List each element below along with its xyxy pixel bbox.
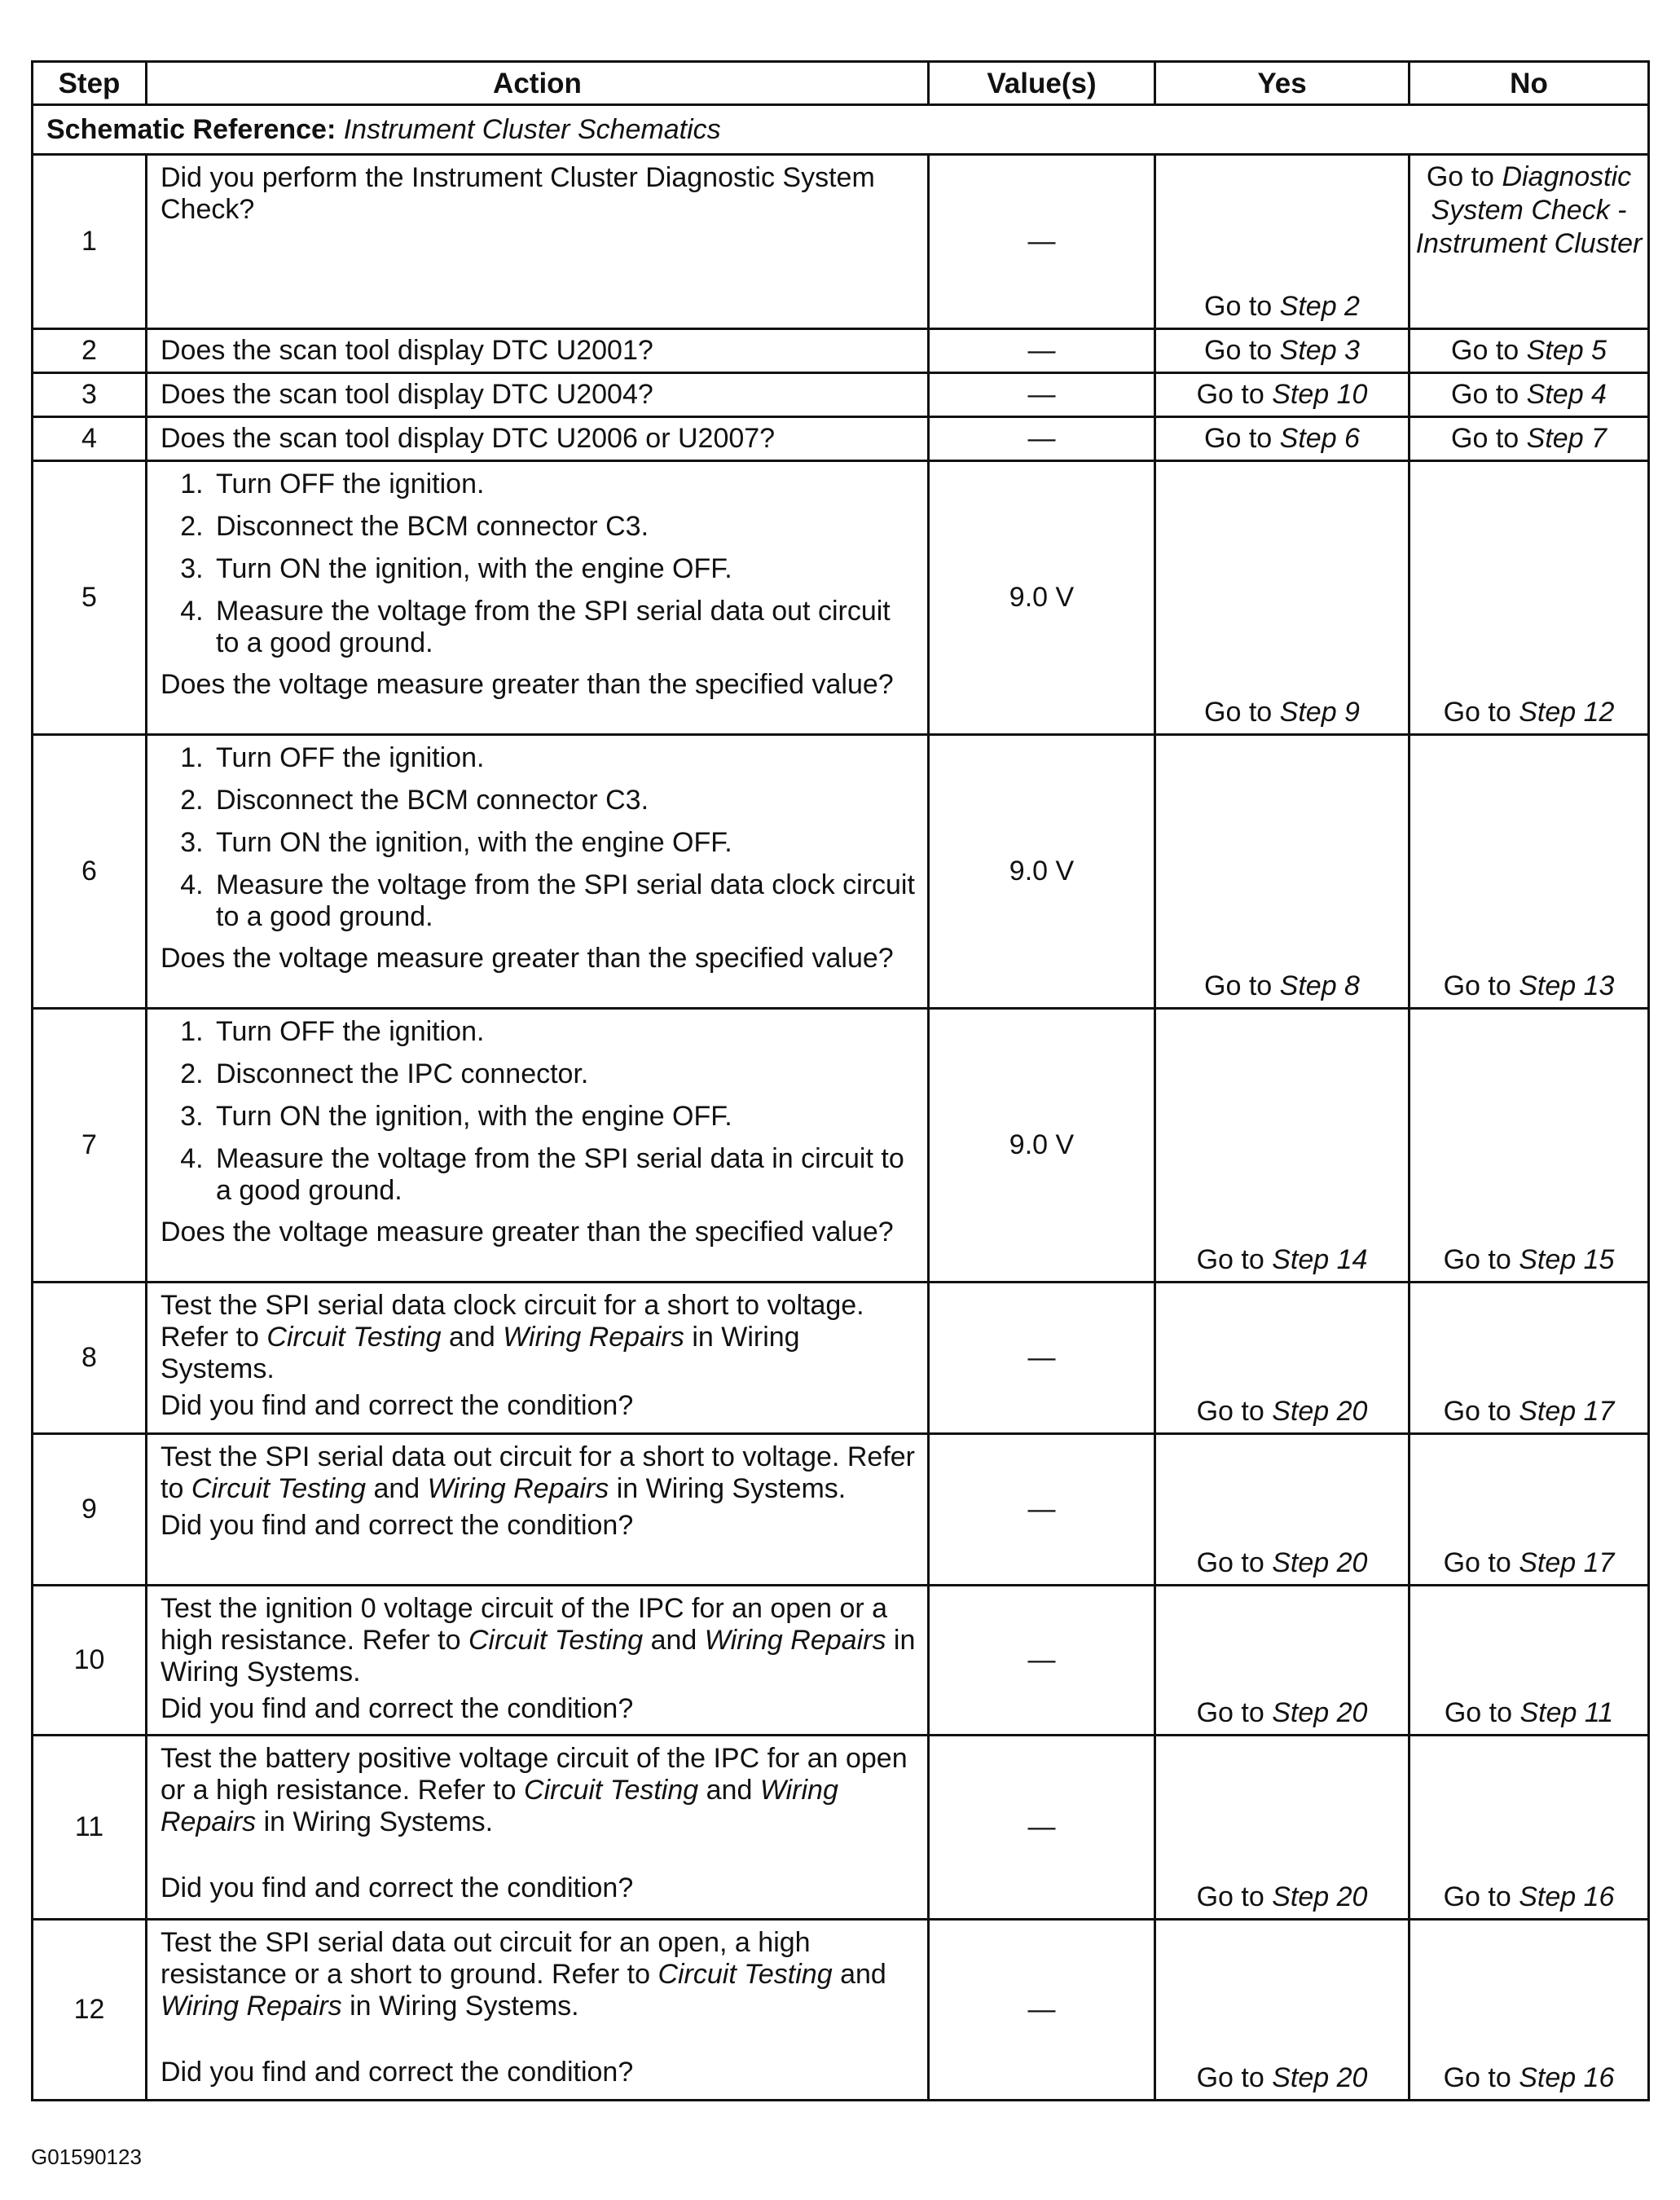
action-text: Does the scan tool display DTC U2004? bbox=[147, 373, 929, 417]
circuit-testing-reference: Circuit Testing bbox=[657, 1959, 833, 1990]
go-to-text: Go to bbox=[1204, 697, 1273, 728]
step-number: 7 bbox=[33, 1009, 147, 1283]
go-to-text: Go to bbox=[1196, 1697, 1264, 1728]
no-reference-link: Diagnostic System Check - Instrument Cluster bbox=[1415, 161, 1643, 259]
table-row bbox=[33, 735, 1649, 1009]
action-text: Does the scan tool display DTC U2001? bbox=[147, 329, 929, 373]
no-cell bbox=[1410, 1434, 1649, 1586]
go-to-text: Go to bbox=[1204, 970, 1273, 1001]
action-cell bbox=[147, 1283, 929, 1434]
go-to-text: Go to bbox=[1443, 697, 1511, 728]
header-values: Value(s) bbox=[929, 62, 1155, 105]
yes-step-link: Step 2 bbox=[1279, 291, 1360, 322]
step-number: 2 bbox=[33, 329, 147, 373]
yes-step-link: Step 8 bbox=[1279, 970, 1360, 1001]
yes-step-link: Step 20 bbox=[1272, 2062, 1368, 2093]
table-row bbox=[33, 155, 1649, 329]
no-cell bbox=[1410, 417, 1649, 461]
wiring-repairs-reference: Wiring Repairs bbox=[161, 1991, 342, 2022]
yes-step-link: Step 20 bbox=[1272, 1697, 1368, 1728]
yes-step-link: Step 14 bbox=[1272, 1244, 1368, 1275]
step-number: 6 bbox=[33, 735, 147, 1009]
step-number: 1 bbox=[33, 155, 147, 329]
yes-cell bbox=[1155, 735, 1410, 1009]
no-cell bbox=[1410, 735, 1649, 1009]
go-to-text: Go to bbox=[1451, 335, 1519, 366]
step-number: 5 bbox=[33, 461, 147, 735]
table-row bbox=[33, 1920, 1649, 2101]
value-cell: 9.0 V bbox=[929, 461, 1155, 735]
question-text: Did you find and correct the condition? bbox=[161, 1872, 634, 1903]
yes-step-link: Step 3 bbox=[1279, 335, 1360, 366]
yes-cell bbox=[1155, 461, 1410, 735]
step-number: 11 bbox=[33, 1736, 147, 1920]
table-row bbox=[33, 1586, 1649, 1736]
go-to-text: Go to bbox=[1204, 291, 1273, 322]
yes-cell bbox=[1155, 1009, 1410, 1283]
table-row bbox=[33, 417, 1649, 461]
action-text: Did you perform the Instrument Cluster Diagnostic System Check? bbox=[147, 155, 929, 329]
diagnostic-table-sheet bbox=[31, 60, 1647, 2101]
go-to-text: Go to bbox=[1443, 1547, 1511, 1578]
yes-step-link: Step 9 bbox=[1279, 697, 1360, 728]
no-cell bbox=[1410, 1920, 1649, 2101]
go-to-text: Go to bbox=[1451, 423, 1519, 454]
step-number: 3 bbox=[33, 373, 147, 417]
value-cell: — bbox=[929, 1434, 1155, 1586]
table-row bbox=[33, 461, 1649, 735]
procedure-item: 2. Disconnect the BCM connector C3. bbox=[211, 511, 919, 543]
question-text: Does the voltage measure greater than the specified value? bbox=[161, 1217, 894, 1247]
value-cell: — bbox=[929, 329, 1155, 373]
step-number: 8 bbox=[33, 1283, 147, 1434]
yes-step-link: Step 20 bbox=[1272, 1547, 1368, 1578]
value-cell: 9.0 V bbox=[929, 1009, 1155, 1283]
wiring-repairs-reference: Wiring Repairs bbox=[503, 1322, 684, 1353]
no-cell bbox=[1410, 461, 1649, 735]
procedure-item: 2. Disconnect the IPC connector. bbox=[211, 1058, 919, 1090]
no-cell bbox=[1410, 1009, 1649, 1283]
step-number: 12 bbox=[33, 1920, 147, 2101]
action-cell bbox=[147, 1920, 929, 2101]
procedure-list bbox=[161, 1016, 919, 1207]
procedure-list bbox=[161, 742, 919, 933]
value-cell: 9.0 V bbox=[929, 735, 1155, 1009]
value-cell: — bbox=[929, 1283, 1155, 1434]
procedure-item: 4. Measure the voltage from the SPI serial data out circuit to a good ground. bbox=[211, 596, 919, 659]
no-step-link: Step 7 bbox=[1526, 423, 1607, 454]
circuit-testing-reference: Circuit Testing bbox=[266, 1322, 442, 1353]
wiring-repairs-reference: Wiring Repairs bbox=[427, 1473, 609, 1504]
yes-cell bbox=[1155, 417, 1410, 461]
table-row bbox=[33, 329, 1649, 373]
yes-step-link: Step 10 bbox=[1272, 379, 1368, 410]
yes-cell bbox=[1155, 329, 1410, 373]
go-to-text: Go to bbox=[1204, 335, 1273, 366]
go-to-text: Go to bbox=[1196, 2062, 1264, 2093]
go-to-text: Go to bbox=[1443, 1244, 1511, 1275]
circuit-testing-reference: Circuit Testing bbox=[468, 1625, 644, 1656]
header-step: Step bbox=[33, 62, 147, 105]
yes-cell bbox=[1155, 373, 1410, 417]
no-step-link: Step 15 bbox=[1519, 1244, 1615, 1275]
go-to-text: Go to bbox=[1443, 1881, 1511, 1912]
procedure-item: 1. Turn OFF the ignition. bbox=[211, 1016, 919, 1048]
yes-cell bbox=[1155, 1920, 1410, 2101]
value-cell: — bbox=[929, 373, 1155, 417]
procedure-item: 4. Measure the voltage from the SPI serial data in circuit to a good ground. bbox=[211, 1143, 919, 1207]
go-to-text: Go to bbox=[1196, 1881, 1264, 1912]
go-to-text: Go to bbox=[1426, 161, 1494, 192]
procedure-item: 3. Turn ON the ignition, with the engine OFF. bbox=[211, 827, 919, 859]
yes-step-link: Step 20 bbox=[1272, 1396, 1368, 1427]
wiring-repairs-reference: Wiring Repairs bbox=[704, 1625, 886, 1656]
action-cell bbox=[147, 1009, 929, 1283]
yes-step-link: Step 20 bbox=[1272, 1881, 1368, 1912]
schematic-reference-row bbox=[33, 105, 1649, 155]
yes-cell bbox=[1155, 1586, 1410, 1736]
go-to-text: Go to bbox=[1196, 379, 1264, 410]
diagnostic-table bbox=[31, 60, 1650, 2101]
no-step-link: Step 12 bbox=[1519, 697, 1615, 728]
action-text: Test the SPI serial data out circuit for an open, a high resistance or a short to ground. Refer to Circuit Testing and Wiring Repairs in Wiring Systems. bbox=[161, 1927, 886, 2022]
no-cell bbox=[1410, 329, 1649, 373]
yes-cell bbox=[1155, 155, 1410, 329]
go-to-text: Go to bbox=[1451, 379, 1519, 410]
go-to-text: Go to bbox=[1196, 1547, 1264, 1578]
no-step-link: Step 5 bbox=[1526, 335, 1607, 366]
no-step-link: Step 17 bbox=[1519, 1547, 1615, 1578]
value-cell: — bbox=[929, 1736, 1155, 1920]
procedure-item: 2. Disconnect the BCM connector C3. bbox=[211, 785, 919, 816]
action-text: Test the SPI serial data clock circuit for a short to voltage. Refer to Circuit Testing and Wiring Repairs in Wiring Systems. bbox=[161, 1290, 864, 1384]
value-cell: — bbox=[929, 1586, 1155, 1736]
no-cell bbox=[1410, 373, 1649, 417]
action-text: Test the ignition 0 voltage circuit of the IPC for an open or a high resistance. Refer to Circuit Testing and Wiring Repairs in Wiring Systems. bbox=[161, 1593, 916, 1687]
no-cell bbox=[1410, 1736, 1649, 1920]
header-yes: Yes bbox=[1155, 62, 1410, 105]
question-text: Does the voltage measure greater than the specified value? bbox=[161, 943, 894, 974]
action-cell bbox=[147, 461, 929, 735]
procedure-item: 1. Turn OFF the ignition. bbox=[211, 742, 919, 774]
header-row bbox=[33, 62, 1649, 105]
yes-cell bbox=[1155, 1434, 1410, 1586]
yes-cell bbox=[1155, 1736, 1410, 1920]
action-text: Test the SPI serial data out circuit for a short to voltage. Refer to Circuit Testing and Wiring Repairs in Wiring Systems. bbox=[161, 1441, 916, 1504]
step-number: 10 bbox=[33, 1586, 147, 1736]
table-row bbox=[33, 1736, 1649, 1920]
no-cell bbox=[1410, 1283, 1649, 1434]
go-to-text: Go to bbox=[1443, 970, 1511, 1001]
question-text: Did you find and correct the condition? bbox=[161, 1510, 634, 1541]
no-step-link: Step 13 bbox=[1519, 970, 1615, 1001]
action-text: Does the scan tool display DTC U2006 or U2007? bbox=[147, 417, 929, 461]
go-to-text: Go to bbox=[1196, 1244, 1264, 1275]
procedure-list bbox=[161, 469, 919, 659]
value-cell: — bbox=[929, 1920, 1155, 2101]
circuit-testing-reference: Circuit Testing bbox=[524, 1775, 699, 1806]
schematic-reference-value: Instrument Cluster Schematics bbox=[343, 113, 721, 145]
table-row bbox=[33, 373, 1649, 417]
step-number: 9 bbox=[33, 1434, 147, 1586]
no-cell bbox=[1410, 155, 1649, 329]
go-to-text: Go to bbox=[1443, 2062, 1511, 2093]
table-row bbox=[33, 1009, 1649, 1283]
no-step-link: Step 11 bbox=[1519, 1697, 1614, 1728]
procedure-item: 3. Turn ON the ignition, with the engine OFF. bbox=[211, 1101, 919, 1133]
action-cell bbox=[147, 1586, 929, 1736]
yes-step-link: Step 6 bbox=[1279, 423, 1360, 454]
no-step-link: Step 4 bbox=[1526, 379, 1607, 410]
yes-cell bbox=[1155, 1283, 1410, 1434]
action-text: Test the battery positive voltage circuit of the IPC for an open or a high resistance. Refer to Circuit Testing and Wiring Repairs in Wiring Systems. bbox=[161, 1743, 908, 1837]
question-text: Does the voltage measure greater than the specified value? bbox=[161, 669, 894, 700]
value-cell: — bbox=[929, 155, 1155, 329]
go-to-text: Go to bbox=[1196, 1396, 1264, 1427]
action-cell bbox=[147, 1736, 929, 1920]
action-cell bbox=[147, 1434, 929, 1586]
question-text: Did you find and correct the condition? bbox=[161, 2057, 634, 2088]
step-number: 4 bbox=[33, 417, 147, 461]
no-step-link: Step 16 bbox=[1519, 2062, 1615, 2093]
schematic-reference-label: Schematic Reference: bbox=[46, 113, 336, 145]
header-action: Action bbox=[147, 62, 929, 105]
go-to-text: Go to bbox=[1443, 1396, 1511, 1427]
procedure-item: 3. Turn ON the ignition, with the engine OFF. bbox=[211, 553, 919, 585]
no-step-link: Step 17 bbox=[1519, 1396, 1615, 1427]
value-cell: — bbox=[929, 417, 1155, 461]
question-text: Did you find and correct the condition? bbox=[161, 1693, 634, 1724]
table-row bbox=[33, 1434, 1649, 1586]
circuit-testing-reference: Circuit Testing bbox=[191, 1473, 366, 1504]
action-cell bbox=[147, 735, 929, 1009]
question-text: Did you find and correct the condition? bbox=[161, 1390, 634, 1421]
no-cell bbox=[1410, 1586, 1649, 1736]
procedure-item: 1. Turn OFF the ignition. bbox=[211, 469, 919, 500]
no-step-link: Step 16 bbox=[1519, 1881, 1615, 1912]
figure-code: G01590123 bbox=[31, 2145, 142, 2169]
wiring-repairs-reference: Wiring Repairs bbox=[161, 1775, 838, 1837]
go-to-text: Go to bbox=[1444, 1697, 1513, 1728]
table-row bbox=[33, 1283, 1649, 1434]
go-to-text: Go to bbox=[1204, 423, 1273, 454]
header-no: No bbox=[1410, 62, 1649, 105]
procedure-item: 4. Measure the voltage from the SPI serial data clock circuit to a good ground. bbox=[211, 869, 919, 933]
